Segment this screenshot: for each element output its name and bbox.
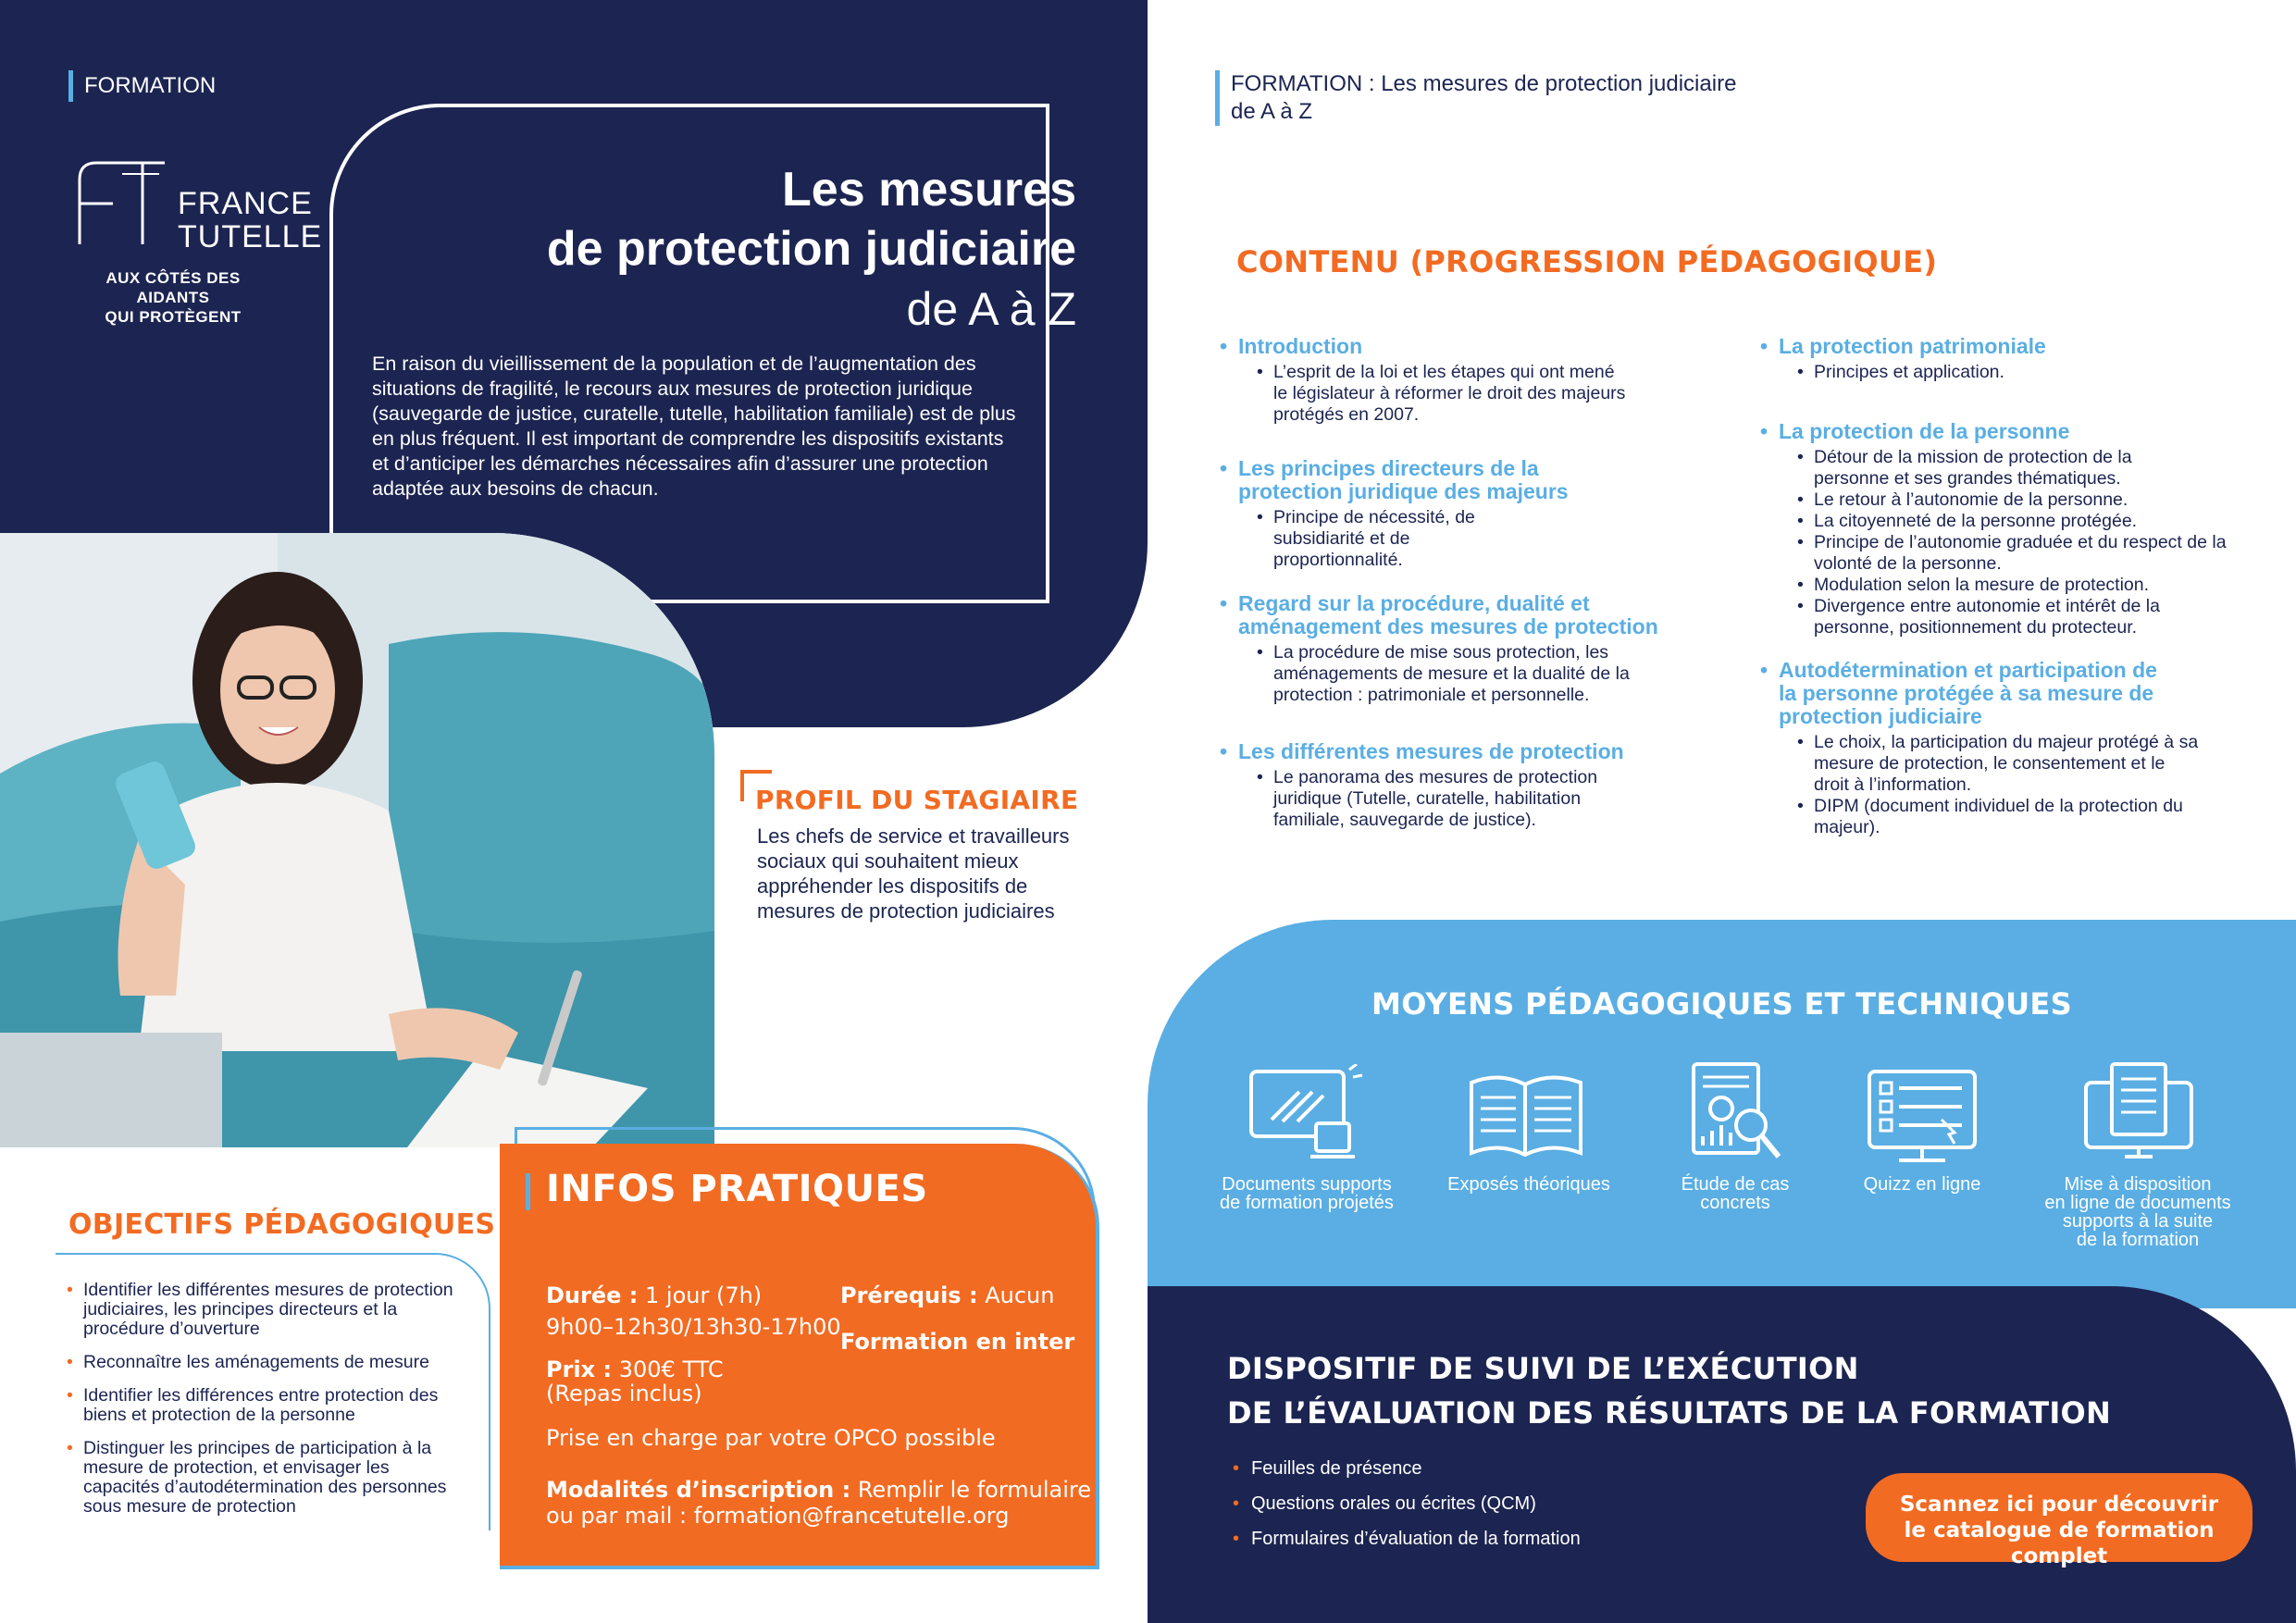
section-heading-line: • Les principes directeurs de la (1238, 456, 1539, 480)
modalites-value: Remplir le formulaire (857, 1477, 1092, 1503)
list-item: • Reconnaître les aménagements de mesure (67, 1353, 465, 1372)
list-item: • Distinguer les principes de participation à la mesure de protection, et envisager les capacités d’autodétermination des personnes sous mesure de protection (67, 1439, 465, 1517)
moyen-label-line: de la formation (2076, 1230, 2200, 1250)
prerequis-line (840, 1282, 1054, 1309)
duree-line (546, 1282, 762, 1309)
logo-tagline-line2: QUI PROTÈGENT (105, 308, 242, 326)
woman-with-phone-photo (0, 533, 714, 1147)
duree-value: 1 jour (7h) (645, 1282, 763, 1308)
profil-title: PROFIL DU STAGIAIRE (755, 785, 1079, 815)
modalites-label: Modalités d’inscription : (546, 1477, 851, 1503)
dispositif-panel (1148, 1286, 2296, 1623)
section-heading (1220, 592, 1738, 638)
prerequis-value: Aucun (985, 1282, 1055, 1308)
list-item: • L’esprit de la loi et les étapes qui ont mené le législateur à réformer le droit des majeurs protégés en 2007. (1257, 362, 1627, 426)
modalites-line (546, 1477, 1091, 1504)
scan-catalogue-button[interactable] (1866, 1473, 2253, 1568)
moyen-label-line: concrets (1700, 1193, 1770, 1213)
section-introduction (1220, 335, 1701, 426)
list-item: • Modulation selon la mesure de protection. (1797, 575, 2204, 596)
section-procedure (1220, 592, 1738, 706)
list-item: • Le choix, la participation du majeur protégé à sa mesure de protection, le consentement et le droit à l’information. (1797, 732, 2204, 796)
moyen-label-case-study (1633, 1175, 1837, 1212)
list-item: • Principes et application. (1797, 362, 2241, 383)
infos-title: INFOS PRATIQUES (546, 1168, 928, 1210)
formation-inter: Formation en inter (840, 1329, 1075, 1355)
section-principes (1220, 457, 1701, 571)
section-heading-line: protection juridique des majeurs (1238, 479, 1569, 503)
infos-title-accent (526, 1173, 530, 1210)
objectifs-title: OBJECTIFS PÉDAGOGIQUES (68, 1208, 496, 1241)
horaires: 9h00–12h30/13h30-17h00 (546, 1314, 841, 1340)
section-heading-line: protection judiciaire (1779, 704, 1982, 728)
section-heading: • Les différentes mesures de protection (1220, 740, 1701, 763)
page-title-line1: Les mesures (782, 163, 1076, 217)
list-item: • DIPM (document individuel de la protection du majeur). (1797, 796, 2204, 838)
modalites-email[interactable]: ou par mail : formation@francetutelle.org (546, 1503, 1010, 1529)
section-heading-line: la personne protégée à sa mesure de (1779, 681, 2154, 705)
contenu-title: CONTENU (PROGRESSION PÉDAGOGIQUE) (1236, 244, 1938, 279)
scan-button-line1: Scannez ici pour découvrir (1899, 1493, 2219, 1517)
section-personne (1760, 420, 2241, 638)
section-heading: • La protection patrimoniale (1760, 335, 2241, 358)
moyen-label-line: Exposés théoriques (1447, 1174, 1610, 1195)
moyen-label-line: de formation projetés (1220, 1193, 1394, 1213)
dispositif-title-line2: DE L’ÉVALUATION DES RÉSULTATS DE LA FORMATION (1227, 1395, 2112, 1431)
page-title-line3: de A à Z (906, 283, 1076, 335)
duree-label: Durée : (546, 1282, 639, 1308)
logo-tagline (76, 268, 270, 327)
prix-value: 300€ TTC (618, 1357, 724, 1382)
list-item: • Divergence entre autonomie et intérêt de la personne, positionnement du protecteur. (1797, 596, 2223, 638)
ft-logo-mark-icon (76, 159, 168, 248)
case-study-icon (1675, 1060, 1795, 1162)
quiz-icon (1862, 1064, 1982, 1166)
intro-paragraph: En raison du vieillissement de la population et de l’augmentation des situations de fragilité, le recours aux mesures de protection juridique (sauvegarde de justice, curatelle, tutelle, habilitation familiale) est de plus en plus fréquent. Il est important de comprendre les dispositifs existants et d’anticiper les démarches nécessaires afin d’assurer une protection adaptée aux besoins de chacun. (372, 353, 1016, 500)
dispositif-title-line1: DISPOSITIF DE SUIVI DE L’EXÉCUTION (1227, 1351, 1859, 1386)
prix-label: Prix : (546, 1357, 613, 1382)
moyen-label-line: supports à la suite (2062, 1211, 2214, 1232)
moyen-label-line: Mise à disposition (2064, 1174, 2212, 1195)
profil-text: Les chefs de service et travailleurs sociaux qui souhaitent mieux appréhender les dispositifs de mesures de protection judiciaires (757, 824, 1070, 923)
dispositif-list (1233, 1456, 1581, 1562)
scan-button-line2: le catalogue de formation complet (1904, 1518, 2215, 1568)
section-heading (1760, 659, 2241, 728)
logo-word-tutelle: TUTELLE (178, 219, 323, 254)
photo-illustration (0, 533, 714, 1147)
list-item: • Le retour à l’autonomie de la personne. (1797, 489, 2204, 511)
list-item: • Feuilles de présence (1233, 1456, 1581, 1481)
section-patrimoniale (1760, 335, 2241, 383)
prix-line (546, 1357, 724, 1383)
open-book-icon (1466, 1064, 1586, 1166)
list-item: • Formulaires d’évaluation de la formation (1233, 1527, 1581, 1551)
moyen-label-online-documents (2036, 1175, 2240, 1249)
page-title-line2: de protection judiciaire (546, 222, 1076, 276)
section-heading: • Introduction (1220, 335, 1701, 358)
opco-note: Prise en charge par votre OPCO possible (546, 1425, 996, 1451)
prerequis-label: Prérequis : (840, 1282, 978, 1308)
section-heading-line: aménagement des mesures de protection (1238, 614, 1658, 638)
right-formation-tag (1215, 70, 1736, 126)
list-item: • La procédure de mise sous protection, les aménagements de mesure et la dualité de la protection : patrimoniale et personnelle. (1257, 642, 1692, 706)
moyen-label-line: en ligne de documents (2044, 1193, 2231, 1213)
moyen-label-quiz (1820, 1175, 2024, 1194)
moyen-label-line: Étude de cas (1681, 1174, 1790, 1195)
projected-documents-icon (1246, 1064, 1366, 1166)
list-item: • Détour de la mission de protection de la personne et ses grandes thématiques. (1797, 447, 2204, 489)
section-heading-line: • Regard sur la procédure, dualité et (1238, 591, 1590, 615)
objectifs-list (67, 1281, 465, 1530)
moyen-label-open-book (1427, 1175, 1631, 1194)
list-item: • Questions orales ou écrites (QCM) (1233, 1492, 1581, 1516)
section-heading-line: • Autodétermination et participation de (1779, 658, 2157, 682)
right-tag-line2: de A à Z (1231, 99, 1313, 124)
right-tag-line1: FORMATION : Les mesures de protection judiciaire (1231, 71, 1737, 96)
section-mesures (1220, 740, 1701, 831)
list-item: • Principe de nécessité, de subsidiarité et de proportionnalité. (1257, 507, 1497, 571)
list-item: • La citoyenneté de la personne protégée. (1797, 511, 2204, 532)
logo-tagline-line1: AUX CÔTÉS DES AIDANTS (105, 269, 241, 306)
section-heading (1220, 457, 1701, 503)
section-autodetermination (1760, 659, 2241, 838)
france-tutelle-logo (76, 159, 323, 326)
moyens-title: MOYENS PÉDAGOGIQUES ET TECHNIQUES (1371, 986, 2072, 1022)
prix-note: (Repas inclus) (546, 1381, 702, 1406)
online-documents-icon (2079, 1060, 2199, 1162)
section-heading: • La protection de la personne (1760, 420, 2241, 443)
list-item: • Principe de l’autonomie graduée et du respect de la volonté de la personne. (1797, 532, 2232, 575)
formation-tag: FORMATION (68, 70, 216, 102)
moyen-label-line: Quizz en ligne (1863, 1174, 1981, 1195)
moyen-label-line: Documents supports (1222, 1174, 1392, 1195)
moyen-label-projected-documents (1205, 1175, 1409, 1212)
list-item: • Le panorama des mesures de protection juridique (Tutelle, curatelle, habilitation familiale, sauvegarde de justice). (1257, 767, 1645, 831)
logo-word-france: FRANCE (178, 186, 313, 221)
list-item: • Identifier les différentes mesures de protection judiciaires, les principes directeurs et la procédure d’ouverture (67, 1281, 465, 1339)
list-item: • Identifier les différences entre protection des biens et protection de la personne (67, 1386, 465, 1425)
